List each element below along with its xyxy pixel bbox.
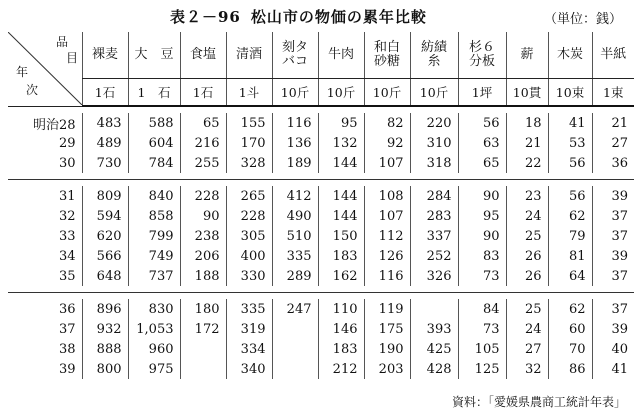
- table-cell: 95: [458, 206, 506, 226]
- table-cell: 65: [180, 113, 226, 133]
- table-row: [8, 246, 634, 266]
- table-cell: 26: [506, 246, 548, 266]
- table-cell: 730: [82, 153, 128, 173]
- unit-note: （単位：銭）: [543, 12, 622, 27]
- table-cell: 73: [458, 266, 506, 286]
- table-cell: 840: [128, 186, 180, 206]
- table-cell: 216: [180, 133, 226, 153]
- table-cell: 400: [226, 246, 272, 266]
- column-header: [318, 32, 364, 79]
- table-cell: 39: [592, 319, 634, 339]
- column-header: [272, 32, 318, 79]
- table-cell: 483: [82, 113, 128, 133]
- table-cell: [272, 319, 318, 339]
- table-title-text: 松山市の物価の累年比較: [250, 8, 427, 26]
- table-cell: 960: [128, 339, 180, 359]
- table-cell: 37: [592, 299, 634, 319]
- column-header-label: 大 豆: [134, 47, 174, 62]
- table-cell: 328: [226, 153, 272, 173]
- table-row: [8, 359, 634, 379]
- table-cell: 896: [82, 299, 128, 319]
- column-unit: 10斤: [318, 79, 364, 107]
- table-cell: 247: [272, 299, 318, 319]
- table-cell: 265: [226, 186, 272, 206]
- column-header-label: 牛肉: [327, 47, 354, 62]
- table-cell: 56: [548, 186, 592, 206]
- table-cell: 64: [548, 266, 592, 286]
- table-cell: 830: [128, 299, 180, 319]
- table-cell: 36: [592, 153, 634, 173]
- table-cell: 238: [180, 226, 226, 246]
- row-year: 37: [58, 321, 76, 337]
- column-header-label: 半紙: [600, 47, 627, 62]
- table-cell: 144: [318, 206, 364, 226]
- table-cell: 228: [180, 186, 226, 206]
- column-header-label: 裸麦: [91, 47, 118, 62]
- table-cell: 56: [548, 153, 592, 173]
- row-year: 31: [58, 188, 76, 204]
- table-cell: 125: [458, 359, 506, 379]
- column-unit: 1 石: [128, 79, 180, 107]
- table-cell: 888: [82, 339, 128, 359]
- column-header-label: 薪: [520, 47, 534, 62]
- table-cell: 116: [272, 113, 318, 133]
- row-year: 36: [58, 301, 76, 317]
- row-year: 29: [58, 135, 76, 151]
- table-cell: 65: [458, 153, 506, 173]
- table-cell: 784: [128, 153, 180, 173]
- table-cell: 27: [592, 133, 634, 153]
- table-cell: 60: [548, 319, 592, 339]
- table-cell: 107: [364, 153, 410, 173]
- table-row: [8, 113, 634, 133]
- corner-label-year-1: 年: [16, 65, 29, 79]
- table-cell: 40: [592, 339, 634, 359]
- table-cell: 228: [226, 206, 272, 226]
- column-unit: 1石: [82, 79, 128, 107]
- table-cell: 150: [318, 226, 364, 246]
- table-cell: 25: [506, 299, 548, 319]
- table-cell: 24: [506, 319, 548, 339]
- table-cell: 283: [410, 206, 458, 226]
- table-cell: 37: [592, 206, 634, 226]
- table-body: [8, 106, 634, 379]
- table-cell: 155: [226, 113, 272, 133]
- table-cell: 53: [548, 133, 592, 153]
- table-cell: 172: [180, 319, 226, 339]
- table-cell: 932: [82, 319, 128, 339]
- table-cell: 27: [506, 339, 548, 359]
- table-cell: 116: [364, 266, 410, 286]
- table-cell: 412: [272, 186, 318, 206]
- table-cell: 73: [458, 319, 506, 339]
- table-cell: 119: [364, 299, 410, 319]
- table-cell: 594: [82, 206, 128, 226]
- table-cell: 1,053: [128, 319, 180, 339]
- corner-label-item-1: 品: [56, 35, 69, 49]
- table-cell: 39: [592, 186, 634, 206]
- table-cell: 335: [226, 299, 272, 319]
- table-cell: 92: [364, 133, 410, 153]
- table-cell: 83: [458, 246, 506, 266]
- column-header: [364, 32, 410, 79]
- table-cell: 84: [458, 299, 506, 319]
- table-cell: 489: [82, 133, 128, 153]
- table-cell: 490: [272, 206, 318, 226]
- table-cell: 393: [410, 319, 458, 339]
- table-cell: 136: [272, 133, 318, 153]
- column-unit: 10斤: [410, 79, 458, 107]
- table-cell: 62: [548, 206, 592, 226]
- table-cell: 620: [82, 226, 128, 246]
- table-cell: 86: [548, 359, 592, 379]
- table-cell: 144: [318, 186, 364, 206]
- table-cell: 319: [226, 319, 272, 339]
- table-cell: 975: [128, 359, 180, 379]
- table-cell: 566: [82, 246, 128, 266]
- column-header: [180, 32, 226, 79]
- column-unit: 1斗: [226, 79, 272, 107]
- row-year: 38: [58, 341, 76, 357]
- table-cell: 252: [410, 246, 458, 266]
- table-row: [8, 186, 634, 206]
- table-cell: 318: [410, 153, 458, 173]
- table-cell: 21: [506, 133, 548, 153]
- table-cell: 146: [318, 319, 364, 339]
- column-unit: 10斤: [272, 79, 318, 107]
- unit-row: [8, 79, 634, 107]
- table-cell: 24: [506, 206, 548, 226]
- table-cell: 79: [548, 226, 592, 246]
- table-cell: 425: [410, 339, 458, 359]
- table-cell: 190: [364, 339, 410, 359]
- table-cell: 340: [226, 359, 272, 379]
- table-cell: 112: [364, 226, 410, 246]
- table-cell: 180: [180, 299, 226, 319]
- table-cell: 170: [226, 133, 272, 153]
- table-cell: [272, 359, 318, 379]
- table-cell: 90: [458, 186, 506, 206]
- table-cell: 737: [128, 266, 180, 286]
- table-cell: 284: [410, 186, 458, 206]
- table-cell: 326: [410, 266, 458, 286]
- table-row: [8, 339, 634, 359]
- column-header-label: 刻タ バコ: [281, 40, 308, 69]
- table-row: [8, 206, 634, 226]
- table-cell: 95: [318, 113, 364, 133]
- table-cell: 63: [458, 133, 506, 153]
- table-cell: 41: [592, 359, 634, 379]
- table-cell: 510: [272, 226, 318, 246]
- column-header: [592, 32, 634, 79]
- row-year: 33: [58, 228, 76, 244]
- table-cell: 175: [364, 319, 410, 339]
- column-header-label: 杉６ 分板: [468, 40, 495, 69]
- column-header: [128, 32, 180, 79]
- table-cell: 203: [364, 359, 410, 379]
- table-cell: 32: [506, 359, 548, 379]
- column-header: [82, 32, 128, 79]
- table-cell: 749: [128, 246, 180, 266]
- table-cell: 25: [506, 226, 548, 246]
- table-cell: 255: [180, 153, 226, 173]
- table-cell: 132: [318, 133, 364, 153]
- row-year: 32: [58, 208, 76, 224]
- table-cell: 206: [180, 246, 226, 266]
- table-cell: 809: [82, 186, 128, 206]
- table-row: [8, 133, 634, 153]
- column-unit: 10斤: [364, 79, 410, 107]
- table-cell: 648: [82, 266, 128, 286]
- row-year: 明治28: [32, 117, 76, 133]
- table-cell: 289: [272, 266, 318, 286]
- table-cell: 39: [592, 246, 634, 266]
- row-year: 35: [58, 268, 76, 284]
- table-cell: 799: [128, 226, 180, 246]
- table-cell: 126: [364, 246, 410, 266]
- column-header: [548, 32, 592, 79]
- table-cell: 62: [548, 299, 592, 319]
- column-unit: 10束: [548, 79, 592, 107]
- column-header-label: 木炭: [556, 47, 583, 62]
- table-row: [8, 266, 634, 286]
- column-header: [410, 32, 458, 79]
- column-header-label: 清酒: [235, 47, 262, 62]
- corner-label-item-2: 目: [66, 51, 79, 65]
- table-cell: [410, 299, 458, 319]
- table-cell: 428: [410, 359, 458, 379]
- table-cell: 588: [128, 113, 180, 133]
- table-row: [8, 319, 634, 339]
- table-cell: 110: [318, 299, 364, 319]
- table-cell: 81: [548, 246, 592, 266]
- table-cell: 70: [548, 339, 592, 359]
- corner-header: [8, 32, 82, 106]
- table-cell: 334: [226, 339, 272, 359]
- source-note: 資料：「愛媛県農商工統計年表」: [451, 395, 626, 409]
- row-year: 39: [58, 361, 76, 377]
- table-cell: 107: [364, 206, 410, 226]
- table-cell: 108: [364, 186, 410, 206]
- table-row: [8, 153, 634, 173]
- table-cell: 188: [180, 266, 226, 286]
- column-header-label: 和白 砂糖: [373, 40, 400, 69]
- table-cell: 82: [364, 113, 410, 133]
- table-cell: 220: [410, 113, 458, 133]
- table-cell: 26: [506, 266, 548, 286]
- table-cell: 90: [458, 226, 506, 246]
- table-number: 表２－96: [170, 8, 241, 26]
- table-cell: 22: [506, 153, 548, 173]
- column-header-label: 紡績 糸: [420, 40, 447, 69]
- column-header-label: 食塩: [189, 47, 216, 62]
- table-cell: 189: [272, 153, 318, 173]
- table-cell: [272, 339, 318, 359]
- column-unit: 1石: [180, 79, 226, 107]
- column-header: [458, 32, 506, 79]
- table-cell: 604: [128, 133, 180, 153]
- row-year: 30: [58, 155, 76, 171]
- table-cell: 212: [318, 359, 364, 379]
- table-cell: [180, 339, 226, 359]
- table-cell: 41: [548, 113, 592, 133]
- table-cell: 305: [226, 226, 272, 246]
- table-cell: [180, 359, 226, 379]
- table-row: [8, 226, 634, 246]
- table-cell: 144: [318, 153, 364, 173]
- header-row: [8, 32, 634, 79]
- table-cell: 330: [226, 266, 272, 286]
- table-cell: 105: [458, 339, 506, 359]
- column-unit: 10貫: [506, 79, 548, 107]
- table-cell: 56: [458, 113, 506, 133]
- table-cell: 335: [272, 246, 318, 266]
- table-cell: 183: [318, 339, 364, 359]
- table-cell: 18: [506, 113, 548, 133]
- corner-label-year-2: 次: [26, 83, 39, 97]
- table-cell: 37: [592, 226, 634, 246]
- table-cell: 337: [410, 226, 458, 246]
- row-year: 34: [58, 248, 76, 264]
- table-title: [170, 6, 427, 27]
- table-cell: 21: [592, 113, 634, 133]
- table-cell: 37: [592, 266, 634, 286]
- table-cell: 23: [506, 186, 548, 206]
- column-header: [226, 32, 272, 79]
- table-cell: 183: [318, 246, 364, 266]
- table-cell: 858: [128, 206, 180, 226]
- column-header: [506, 32, 548, 79]
- price-table: [8, 32, 634, 379]
- table-cell: 310: [410, 133, 458, 153]
- table-row: [8, 299, 634, 319]
- table-cell: 800: [82, 359, 128, 379]
- column-unit: 1束: [592, 79, 634, 107]
- table-cell: 90: [180, 206, 226, 226]
- table-cell: 162: [318, 266, 364, 286]
- column-unit: 1坪: [458, 79, 506, 107]
